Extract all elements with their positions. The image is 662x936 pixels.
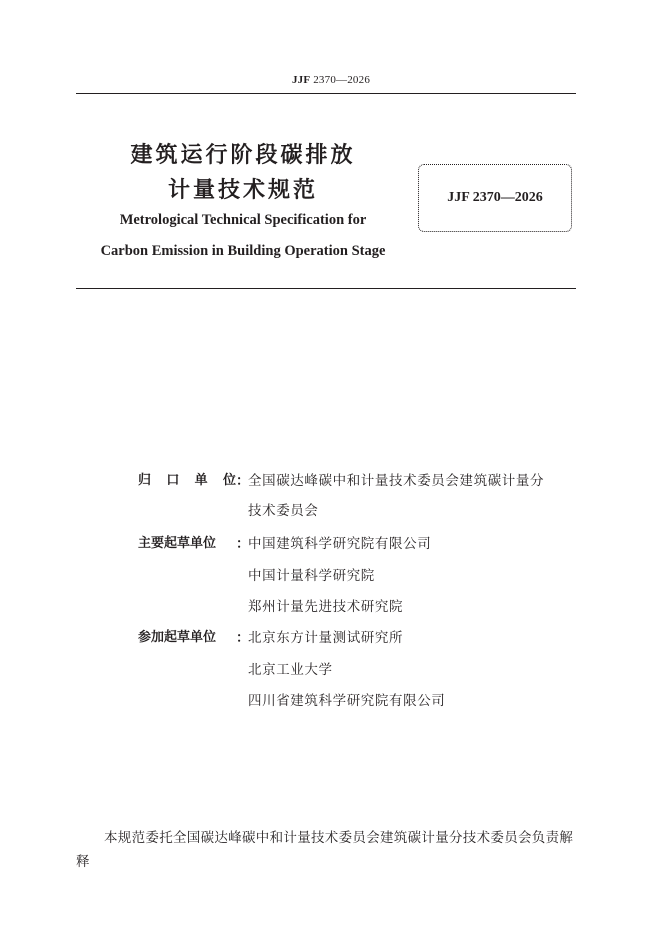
responsible-org-label	[138, 471, 236, 491]
label-colon: ：	[236, 473, 250, 489]
top-rule	[76, 93, 576, 94]
main-drafting-item: 郑州计量先进技术研究院	[248, 599, 404, 615]
main-drafting-item: 中国计量科学研究院	[248, 568, 375, 584]
title-en-line1: Metrological Technical Specification for	[119, 212, 367, 228]
spec-code-label: JJF 2370—2026	[447, 190, 543, 205]
label-char: 口	[166, 473, 180, 488]
label-char: 归	[138, 473, 152, 488]
main-drafting-item: 中国建筑科学研究院有限公司	[248, 536, 432, 552]
responsible-org-line1: 全国碳达峰碳中和计量技术委员会建筑碳计量分	[248, 473, 545, 489]
spec-code-box	[418, 164, 572, 232]
interpretation-note: 本规范委托全国碳达峰碳中和计量技术委员会建筑碳计量分技术委员会负责解释	[76, 830, 574, 870]
responsible-org-line2: 技术委员会	[248, 503, 319, 519]
label-colon: ：	[236, 536, 250, 552]
participating-label: 参加起草单位	[138, 630, 217, 645]
participating-item: 北京工业大学	[248, 662, 333, 678]
header-code-number: 2370—2026	[313, 74, 371, 86]
participating-item: 北京东方计量测试研究所	[248, 630, 404, 646]
title-bottom-rule	[76, 288, 576, 289]
main-drafting-label: 主要起草单位	[138, 536, 217, 551]
label-char: 单	[194, 473, 208, 488]
header-code-prefix: JJF	[291, 74, 311, 86]
title-cn-line1: 建筑运行阶段碳排放	[130, 143, 356, 168]
label-colon: ：	[236, 630, 250, 646]
title-en-line2: Carbon Emission in Building Operation Stage	[100, 243, 386, 259]
title-cn-line2: 计量技术规范	[167, 178, 318, 203]
header-spec-code	[0, 74, 662, 86]
participating-item: 四川省建筑科学研究院有限公司	[248, 693, 446, 709]
label-char: 位	[222, 473, 236, 488]
